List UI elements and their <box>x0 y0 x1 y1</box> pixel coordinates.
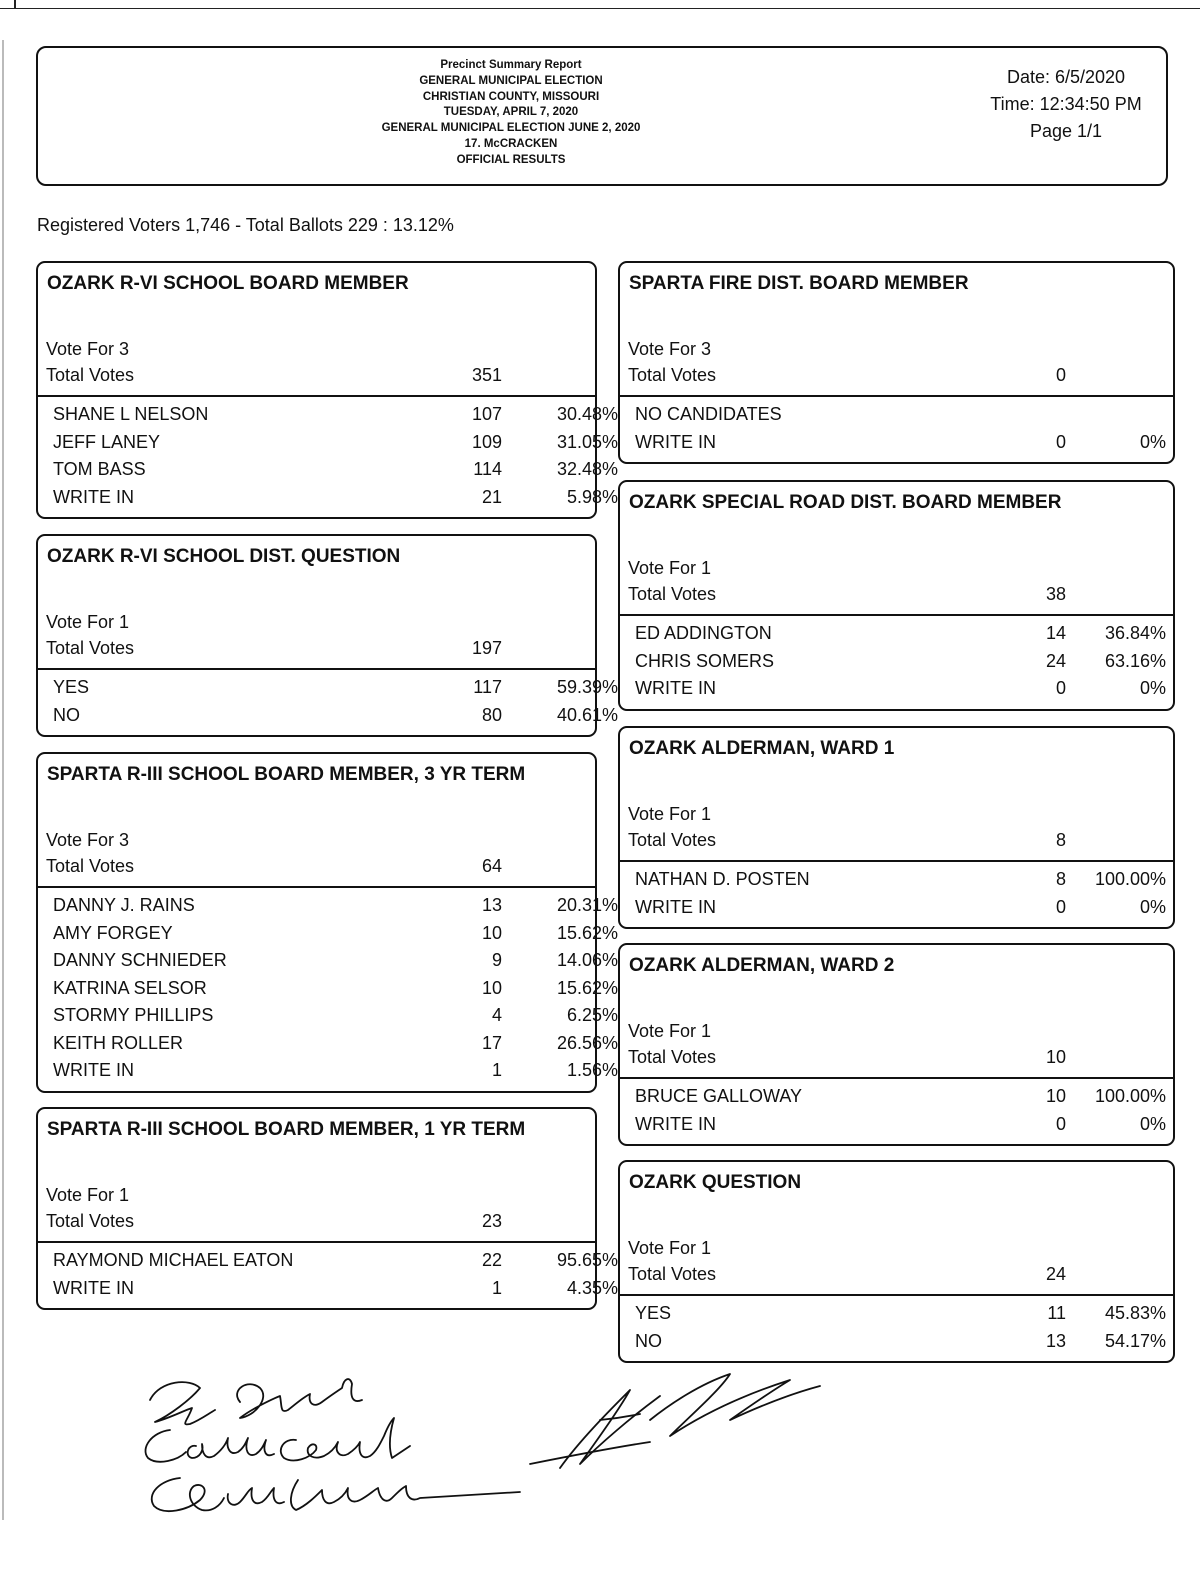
candidate-row <box>38 1005 618 1032</box>
candidate-name: ED ADDINGTON <box>635 623 772 643</box>
candidate-votes: 13 <box>481 895 502 915</box>
candidate-row <box>38 459 618 486</box>
vote-for: Vote For 1 <box>628 1238 712 1258</box>
candidate-percent: 6.25% <box>566 1005 618 1025</box>
contest-title: OZARK QUESTION <box>629 1172 802 1193</box>
candidate-percent: 59.39% <box>556 677 618 697</box>
report-title: Precinct Summary Report <box>440 59 582 71</box>
header-line: GENERAL MUNICIPAL ELECTION JUNE 2, 2020 <box>381 122 641 135</box>
candidate-name: WRITE IN <box>635 896 716 917</box>
total-votes-value: 8 <box>1055 830 1066 850</box>
candidate-votes: 80 <box>481 704 502 725</box>
candidate-votes: 22 <box>481 1250 502 1270</box>
candidate-percent: 40.61% <box>556 704 618 725</box>
candidate-votes: 1 <box>491 1060 502 1080</box>
candidate-percent: 0% <box>1139 896 1166 917</box>
candidate-votes: 0 <box>1055 678 1066 698</box>
contest-title: OZARK ALDERMAN, WARD 1 <box>629 738 895 759</box>
candidate-row <box>620 1331 1173 1358</box>
total-votes-value: 38 <box>1045 584 1066 604</box>
candidate-name: WRITE IN <box>53 1060 134 1080</box>
contest-title: OZARK R-VI SCHOOL BOARD MEMBER <box>47 273 409 294</box>
contest-ozark-question <box>618 1160 1175 1363</box>
total-votes-value: 197 <box>471 638 502 658</box>
report-time: Time: 12:34:50 PM <box>990 94 1142 114</box>
contest-divider <box>620 395 1173 397</box>
candidate-votes: 0 <box>1055 896 1066 917</box>
contest-title: SPARTA FIRE DIST. BOARD MEMBER <box>629 273 969 294</box>
candidate-row <box>38 977 618 1005</box>
handwritten-signature-1 <box>150 1379 362 1424</box>
candidate-name: WRITE IN <box>53 1277 134 1298</box>
vote-for: Vote For 3 <box>628 339 712 359</box>
candidate-percent: 0% <box>1139 678 1166 698</box>
vote-for: Vote For 1 <box>628 804 712 824</box>
candidate-row <box>620 678 1173 705</box>
page-top-rule <box>0 0 1200 9</box>
report-header-meta <box>966 64 1166 145</box>
candidate-name: KATRINA SELSOR <box>53 977 207 998</box>
candidate-percent: 0% <box>1139 431 1166 452</box>
candidate-votes: 0 <box>1055 431 1066 452</box>
candidate-percent: 1.56% <box>566 1060 618 1080</box>
candidate-name: NATHAN D. POSTEN <box>635 869 810 889</box>
candidate-name: TOM BASS <box>53 459 146 479</box>
candidate-percent: 20.31% <box>556 895 618 915</box>
candidate-percent: 31.05% <box>556 431 618 452</box>
candidate-percent: 63.16% <box>1104 650 1166 671</box>
contest-title: OZARK ALDERMAN, WARD 2 <box>629 955 895 976</box>
candidate-name: NO <box>635 1330 662 1351</box>
candidate-votes: 10 <box>481 922 502 943</box>
candidate-votes: 11 <box>1047 1303 1066 1323</box>
candidate-name: STORMY PHILLIPS <box>53 1005 214 1025</box>
candidate-percent: 30.48% <box>556 404 618 424</box>
total-votes-label: Total Votes <box>628 365 717 385</box>
candidate-name: YES <box>635 1303 672 1323</box>
candidate-name: NO CANDIDATES <box>635 404 782 424</box>
contest-ozark-alderman-ward-1 <box>618 726 1175 929</box>
total-votes-label: Total Votes <box>46 1211 135 1231</box>
header-line: TUESDAY, APRIL 7, 2020 <box>443 106 579 119</box>
candidate-row <box>620 1303 1173 1330</box>
contest-sparta-fire-dist-board-member <box>618 261 1175 464</box>
candidate-row <box>620 1114 1173 1141</box>
contest-ozark-r-vi-school-board-member <box>36 261 618 519</box>
total-votes-label: Total Votes <box>46 638 135 658</box>
candidate-votes: 10 <box>1045 1086 1066 1106</box>
header-line: CHRISTIAN COUNTY, MISSOURI <box>422 90 600 103</box>
candidate-name: AMY FORGEY <box>53 922 173 943</box>
candidate-name: CHRIS SOMERS <box>635 650 775 671</box>
contest-divider <box>620 1294 1173 1296</box>
contest-ozark-special-road-dist-board-member <box>618 480 1175 711</box>
candidate-name: BRUCE GALLOWAY <box>635 1086 803 1106</box>
contest-divider <box>38 668 595 670</box>
report-header-center <box>338 58 684 169</box>
candidate-percent: 45.83% <box>1104 1303 1166 1323</box>
vote-for: Vote For 1 <box>46 1185 130 1205</box>
contest-ozark-r-vi-school-dist-question <box>36 534 618 737</box>
candidate-row <box>38 486 618 514</box>
vote-for: Vote For 3 <box>46 830 130 850</box>
candidate-row <box>620 432 1173 459</box>
candidate-percent: 100.00% <box>1094 1086 1166 1106</box>
candidate-row <box>38 1032 618 1060</box>
total-votes-value: 10 <box>1045 1047 1066 1067</box>
contest-sparta-r-iii-school-board-3yr <box>36 752 618 1093</box>
total-votes-value: 351 <box>471 365 502 385</box>
report-page: Page 1/1 <box>1029 121 1103 141</box>
candidate-votes: 109 <box>471 431 502 452</box>
total-votes-label: Total Votes <box>628 1047 717 1067</box>
vote-for: Vote For 1 <box>628 1021 712 1041</box>
total-votes-label: Total Votes <box>46 365 135 385</box>
candidate-row <box>38 922 618 950</box>
total-votes-label: Total Votes <box>628 584 717 604</box>
total-votes-label: Total Votes <box>46 856 135 876</box>
total-votes-value: 23 <box>481 1211 502 1231</box>
candidate-votes: 24 <box>1045 650 1066 671</box>
total-votes-label: Total Votes <box>628 1264 717 1284</box>
candidate-name: SHANE L NELSON <box>53 404 209 424</box>
candidate-name: DANNY SCHNIEDER <box>53 950 227 970</box>
candidate-votes: 8 <box>1055 869 1066 889</box>
candidate-row <box>620 897 1173 924</box>
handwritten-signature-3 <box>152 1478 520 1511</box>
total-votes-value: 64 <box>481 856 502 876</box>
candidate-row <box>38 431 618 459</box>
candidate-votes: 4 <box>491 1005 502 1025</box>
report-date: Date: 6/5/2020 <box>1006 67 1126 87</box>
header-line: OFFICIAL RESULTS <box>456 153 566 166</box>
contest-title: OZARK R-VI SCHOOL DIST. QUESTION <box>47 546 401 567</box>
candidate-name: JEFF LANEY <box>53 431 161 452</box>
candidate-votes: 21 <box>481 486 502 507</box>
candidate-name: NO <box>53 704 80 725</box>
candidate-votes: 14 <box>1045 623 1066 643</box>
candidate-percent: 15.62% <box>556 922 618 943</box>
candidate-name: DANNY J. RAINS <box>53 895 195 915</box>
candidate-row <box>38 895 618 922</box>
candidate-row <box>620 651 1173 678</box>
total-votes-value: 24 <box>1045 1264 1066 1284</box>
candidate-votes: 10 <box>481 977 502 998</box>
candidate-name: KEITH ROLLER <box>53 1032 184 1053</box>
total-votes-value: 0 <box>1055 365 1066 385</box>
contest-divider <box>620 614 1173 616</box>
page-top-tick <box>14 0 16 8</box>
candidate-votes: 9 <box>491 950 502 970</box>
candidate-votes: 107 <box>471 404 502 424</box>
candidate-percent: 36.84% <box>1104 623 1166 643</box>
candidate-row <box>38 1277 618 1305</box>
vote-for: Vote For 3 <box>46 339 130 359</box>
candidate-votes: 117 <box>473 677 502 697</box>
candidate-row <box>38 950 618 977</box>
candidate-row <box>38 404 618 431</box>
candidate-percent: 32.48% <box>556 459 618 479</box>
contest-divider <box>620 860 1173 862</box>
candidate-name: WRITE IN <box>635 1113 716 1134</box>
handwritten-signature-4 <box>530 1374 820 1468</box>
vote-for: Vote For 1 <box>628 558 712 578</box>
contest-title: SPARTA R-III SCHOOL BOARD MEMBER, 3 YR TERM <box>47 764 526 785</box>
candidate-row <box>620 1086 1173 1113</box>
contest-ozark-alderman-ward-2 <box>618 943 1175 1146</box>
signatures-block <box>130 1360 830 1530</box>
candidate-name: WRITE IN <box>53 486 134 507</box>
candidate-percent: 15.62% <box>556 977 618 998</box>
candidate-votes: 13 <box>1045 1330 1066 1351</box>
candidate-votes: 1 <box>491 1277 502 1298</box>
vote-for: Vote For 1 <box>46 612 130 632</box>
candidate-name: WRITE IN <box>635 678 716 698</box>
candidate-name: WRITE IN <box>635 431 716 452</box>
candidate-row <box>38 1250 618 1277</box>
candidate-row <box>620 623 1173 650</box>
candidate-percent: 4.35% <box>566 1277 618 1298</box>
report-header <box>36 46 1168 186</box>
registered-voters-summary: Registered Voters 1,746 - Total Ballots 229 : 13.12% <box>37 215 454 235</box>
candidate-votes: 0 <box>1055 1113 1066 1134</box>
header-line: GENERAL MUNICIPAL ELECTION <box>419 74 603 87</box>
candidate-row <box>620 869 1173 896</box>
contest-divider <box>38 886 595 888</box>
contest-title: OZARK SPECIAL ROAD DIST. BOARD MEMBER <box>629 492 1062 513</box>
candidate-votes: 17 <box>481 1032 502 1053</box>
candidate-row <box>620 404 1173 431</box>
contest-divider <box>38 1241 595 1243</box>
candidate-row <box>38 1060 618 1087</box>
candidate-votes: 114 <box>473 459 502 479</box>
candidate-row <box>38 704 618 732</box>
candidate-row <box>38 677 618 704</box>
contest-divider <box>38 395 595 397</box>
header-line: 17. McCRACKEN <box>464 137 558 150</box>
total-votes-label: Total Votes <box>628 830 717 850</box>
candidate-percent: 54.17% <box>1104 1330 1166 1351</box>
candidate-percent: 14.06% <box>556 950 618 970</box>
candidate-name: YES <box>53 677 90 697</box>
page-left-edge <box>2 40 4 1520</box>
candidate-percent: 95.65% <box>556 1250 618 1270</box>
contest-sparta-r-iii-school-board-1yr <box>36 1107 618 1310</box>
candidate-percent: 100.00% <box>1094 869 1166 889</box>
contest-divider <box>620 1077 1173 1079</box>
candidate-percent: 0% <box>1139 1113 1166 1134</box>
candidate-name: RAYMOND MICHAEL EATON <box>53 1250 294 1270</box>
contest-title: SPARTA R-III SCHOOL BOARD MEMBER, 1 YR TERM <box>47 1119 526 1140</box>
candidate-percent: 5.98% <box>566 486 618 507</box>
candidate-percent: 26.56% <box>556 1032 618 1053</box>
